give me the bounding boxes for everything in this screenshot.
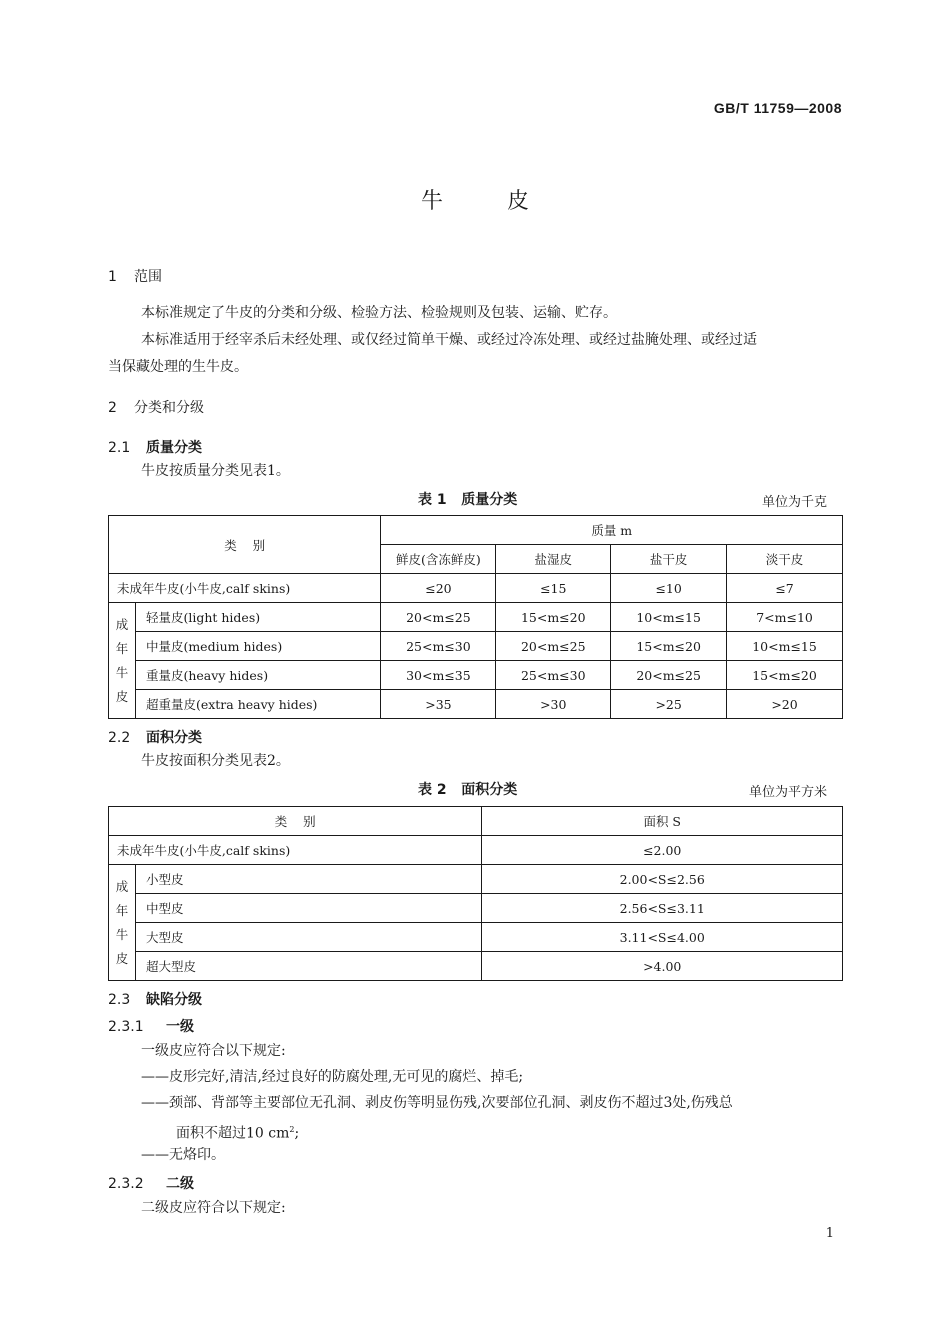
cell: 20<m≤25 xyxy=(381,603,496,632)
section-title: 质量分类 xyxy=(146,440,202,456)
group-char: 皮 xyxy=(115,950,129,966)
cell: 15<m≤20 xyxy=(727,661,843,690)
text: 面积不超过10 cm xyxy=(176,1125,290,1142)
column-header: 盐干皮 xyxy=(611,545,727,574)
area-header: 面积 S xyxy=(482,807,843,836)
cell: 25<m≤30 xyxy=(496,661,611,690)
table-row xyxy=(109,632,843,661)
group-char: 皮 xyxy=(115,688,129,704)
document-title: 牛皮 xyxy=(420,189,593,214)
section-2-3-heading xyxy=(108,989,202,1009)
section-title: 二级 xyxy=(166,1176,194,1192)
row-label: 未成年牛皮(小牛皮,calf skins) xyxy=(109,574,381,603)
row-label: 中量皮(medium hides) xyxy=(135,632,381,661)
mass-table xyxy=(108,515,843,719)
row-label: 未成年牛皮(小牛皮,calf skins) xyxy=(109,836,482,865)
section-title: 面积分类 xyxy=(146,730,202,746)
category-header: 类 别 xyxy=(109,807,482,836)
table-row xyxy=(109,923,843,952)
table-1-unit: 单位为千克 xyxy=(761,495,827,510)
section-2-3-2-heading xyxy=(108,1173,194,1193)
group-char: 年 xyxy=(115,902,129,918)
cell: 20<m≤25 xyxy=(496,632,611,661)
section-number: 2.3.1 xyxy=(108,1019,144,1035)
section-2-heading xyxy=(108,397,204,417)
section-1-heading xyxy=(108,266,162,286)
cell: ≤10 xyxy=(611,574,727,603)
paragraph: 本标准规定了牛皮的分类和分级、检验方法、检验规则及包装、运输、贮存。 xyxy=(141,305,617,321)
table-row xyxy=(109,952,843,981)
caption-text: 面积分类 xyxy=(461,782,518,798)
adult-group-label xyxy=(109,865,136,981)
caption-text: 质量分类 xyxy=(461,492,518,508)
list-item: ——无烙印。 xyxy=(141,1147,225,1163)
cell: 10<m≤15 xyxy=(611,603,727,632)
cell: 7<m≤10 xyxy=(727,603,843,632)
paragraph: 一级皮应符合以下规定: xyxy=(141,1043,286,1059)
table-row xyxy=(109,894,843,923)
adult-group-label xyxy=(109,603,136,719)
caption-number: 表 1 xyxy=(418,492,447,508)
superscript: 2 xyxy=(289,1125,295,1134)
page-number: 1 xyxy=(825,1226,834,1241)
row-label: 小型皮 xyxy=(135,865,481,894)
section-2-3-1-heading xyxy=(108,1016,194,1036)
column-header: 鲜皮(含冻鲜皮) xyxy=(381,545,496,574)
table-row xyxy=(109,690,843,719)
row-label: 超大型皮 xyxy=(135,952,481,981)
mass-header: 质量 m xyxy=(381,516,843,545)
group-char: 成 xyxy=(115,616,129,632)
section-2-2-heading xyxy=(108,727,202,747)
row-label: 重量皮(heavy hides) xyxy=(135,661,381,690)
cell: >4.00 xyxy=(482,952,843,981)
cell: 25<m≤30 xyxy=(381,632,496,661)
row-label: 中型皮 xyxy=(135,894,481,923)
text: ; xyxy=(294,1125,300,1142)
section-title: 一级 xyxy=(166,1019,194,1035)
table-row xyxy=(109,836,843,865)
cell: >30 xyxy=(496,690,611,719)
section-title: 分类和分级 xyxy=(134,400,204,416)
group-char: 牛 xyxy=(115,926,129,942)
list-item: ——皮形完好,清洁,经过良好的防腐处理,无可见的腐烂、掉毛; xyxy=(141,1069,524,1085)
group-char: 年 xyxy=(115,640,129,656)
table-row xyxy=(109,574,843,603)
section-number: 2.3.2 xyxy=(108,1176,144,1192)
list-item: ——颈部、背部等主要部位无孔洞、剥皮伤等明显伤残,次要部位孔洞、剥皮伤不超过3处,伤残总 xyxy=(141,1095,733,1111)
table-row xyxy=(109,661,843,690)
paragraph: 牛皮按质量分类见表1。 xyxy=(141,463,290,479)
section-number: 2.3 xyxy=(108,992,131,1008)
cell: >25 xyxy=(611,690,727,719)
cell: 3.11<S≤4.00 xyxy=(482,923,843,952)
cell: ≤20 xyxy=(381,574,496,603)
section-title: 缺陷分级 xyxy=(146,992,202,1008)
standard-number: GB/T 11759—2008 xyxy=(713,100,842,116)
row-label: 大型皮 xyxy=(135,923,481,952)
table-row xyxy=(109,865,843,894)
row-label: 轻量皮(light hides) xyxy=(135,603,381,632)
paragraph: 本标准适用于经宰杀后未经处理、或仅经过简单干燥、或经过冷冻处理、或经过盐腌处理、或经过适 xyxy=(141,332,757,348)
section-number: 1 xyxy=(108,269,117,285)
table-row xyxy=(109,603,843,632)
paragraph: 牛皮按面积分类见表2。 xyxy=(141,753,290,769)
column-header: 盐湿皮 xyxy=(496,545,611,574)
section-number: 2.1 xyxy=(108,440,131,456)
cell: >35 xyxy=(381,690,496,719)
cell: 15<m≤20 xyxy=(496,603,611,632)
cell: 2.56<S≤3.11 xyxy=(482,894,843,923)
group-char: 牛 xyxy=(115,664,129,680)
cell: >20 xyxy=(727,690,843,719)
table-2-unit: 单位为平方米 xyxy=(748,785,827,800)
area-table xyxy=(108,806,843,981)
section-2-1-heading xyxy=(108,437,202,457)
caption-number: 表 2 xyxy=(418,782,447,798)
paragraph: 二级皮应符合以下规定: xyxy=(141,1200,286,1216)
cell: 2.00<S≤2.56 xyxy=(482,865,843,894)
cell: 15<m≤20 xyxy=(611,632,727,661)
cell: 30<m≤35 xyxy=(381,661,496,690)
section-number: 2.2 xyxy=(108,730,131,746)
table-1-caption xyxy=(418,489,517,509)
row-label: 超重量皮(extra heavy hides) xyxy=(135,690,381,719)
section-number: 2 xyxy=(108,400,117,416)
group-char: 成 xyxy=(115,878,129,894)
cell: 10<m≤15 xyxy=(727,632,843,661)
table-2-caption xyxy=(418,779,517,799)
category-header: 类 别 xyxy=(109,516,381,574)
section-title: 范围 xyxy=(134,269,162,285)
cell: ≤15 xyxy=(496,574,611,603)
cell: 20<m≤25 xyxy=(611,661,727,690)
cell: ≤2.00 xyxy=(482,836,843,865)
paragraph-continued: 当保藏处理的生牛皮。 xyxy=(108,359,248,375)
cell: ≤7 xyxy=(727,574,843,603)
column-header: 淡干皮 xyxy=(727,545,843,574)
